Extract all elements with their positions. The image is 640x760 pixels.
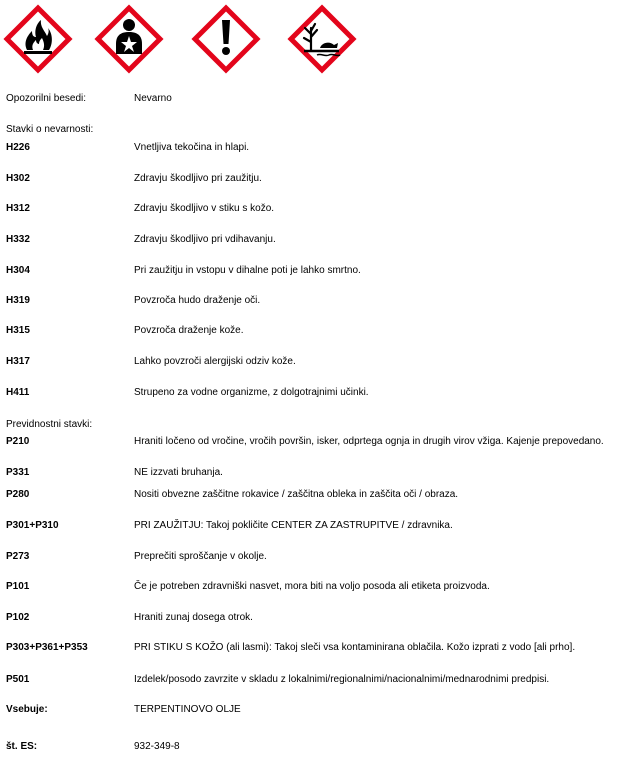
hazard-statement-code: H315 <box>6 325 30 336</box>
precautionary-statement-code: P303+P361+P353 <box>6 642 88 653</box>
precautionary-statement-row <box>0 672 640 688</box>
hazard-statement-text: Vnetljiva tekočina in hlapi. <box>134 142 250 153</box>
precautionary-statement-row <box>0 610 640 626</box>
contains-label: Vsebuje: <box>6 704 48 715</box>
hazard-statement-text: Povzroča draženje kože. <box>134 325 244 336</box>
signal-word-label: Opozorilni besedi: <box>6 93 87 104</box>
precautionary-statement-text: Nositi obvezne zaščitne rokavice / zaščitna obleka in zaščita oči / obraza. <box>134 489 459 500</box>
hazard-statement-row <box>0 323 640 339</box>
ec-number-row <box>0 739 640 755</box>
precautionary-statement-text: PRI ZAUŽITJU: Takoj pokličite CENTER ZA ZASTRUPITVE / zdravnika. <box>134 520 453 531</box>
signal-word-value: Nevarno <box>134 93 172 104</box>
hazard-statement-code: H226 <box>6 142 30 153</box>
precautionary-statement-text: Izdelek/posodo zavrzite v skladu z lokalnimi/regionalnimi/nacionalnimi/mednarodnimi predpisi. <box>134 674 550 685</box>
hazard-statement-code: H312 <box>6 203 30 214</box>
signal-word-row <box>0 91 640 107</box>
hazard-statement-row <box>0 385 640 401</box>
health-hazard-icon <box>94 4 164 74</box>
precautionary-statement-code: P210 <box>6 436 30 447</box>
hazard-statement-text: Zdravju škodljivo pri vdihavanju. <box>134 234 276 245</box>
precautionary-statements-heading: Previdnostni stavki: <box>6 419 93 430</box>
hazard-statement-row <box>0 263 640 279</box>
exclamation-icon <box>191 4 261 74</box>
environment-icon <box>287 4 357 74</box>
hazard-statement-code: H302 <box>6 173 30 184</box>
precautionary-statement-code: P101 <box>6 581 30 592</box>
pictogram-row <box>0 0 640 76</box>
hazard-statement-text: Zdravju škodljivo v stiku s kožo. <box>134 203 275 214</box>
precautionary-statement-code: P102 <box>6 612 30 623</box>
hazard-statement-code: H332 <box>6 234 30 245</box>
ec-number-label: št. ES: <box>6 741 38 752</box>
hazard-statement-code: H317 <box>6 356 30 367</box>
hazard-statement-row <box>0 354 640 370</box>
precautionary-statement-row <box>0 518 640 534</box>
hazard-statement-row <box>0 201 640 217</box>
hazard-statement-row <box>0 293 640 309</box>
health-hazard-pictogram <box>94 4 164 74</box>
ec-number-value: 932-349-8 <box>134 741 180 752</box>
precautionary-statement-row <box>0 549 640 565</box>
hazard-statement-text: Zdravju škodljivo pri zaužitju. <box>134 173 262 184</box>
hazard-statement-code: H411 <box>6 387 30 398</box>
precautionary-statement-text: NE izzvati bruhanja. <box>134 467 223 478</box>
hazard-statement-text: Strupeno za vodne organizme, z dolgotrajnimi učinki. <box>134 387 369 398</box>
precautionary-statement-text: Preprečiti sproščanje v okolje. <box>134 551 267 562</box>
precautionary-statement-text: Hraniti ločeno od vročine, vročih površin, isker, odprtega ognja in drugih virov vžiga. Kajenje prepovedano. <box>134 436 604 447</box>
precautionary-statement-text: Če je potreben zdravniški nasvet, mora biti na voljo posoda ali etiketa proizvoda. <box>134 581 490 592</box>
precautionary-statement-text: PRI STIKU S KOŽO (ali lasmi): Takoj sleči vsa kontaminirana oblačila. Kožo izprati z vodo [ali prho]. <box>134 642 576 653</box>
precautionary-statement-row <box>0 579 640 595</box>
precautionary-statement-row <box>0 640 640 656</box>
contains-row <box>0 702 640 718</box>
precautionary-statement-code: P331 <box>6 467 30 478</box>
hazard-statement-row <box>0 171 640 187</box>
hazard-statement-text: Lahko povzroči alergijski odziv kože. <box>134 356 296 367</box>
hazard-statement-code: H319 <box>6 295 30 306</box>
flame-pictogram <box>3 4 73 74</box>
precautionary-statement-row <box>0 465 640 481</box>
contains-value: TERPENTINOVO OLJE <box>134 704 241 715</box>
precautionary-statement-row <box>0 434 640 450</box>
precautionary-statement-code: P273 <box>6 551 30 562</box>
flame-icon <box>3 4 73 74</box>
precautionary-statement-code: P301+P310 <box>6 520 59 531</box>
hazard-statement-row <box>0 232 640 248</box>
precautionary-statement-row <box>0 487 640 503</box>
precautionary-statement-code: P501 <box>6 674 30 685</box>
hazard-statement-row <box>0 140 640 156</box>
hazard-statement-text: Povzroča hudo draženje oči. <box>134 295 261 306</box>
hazard-statement-code: H304 <box>6 265 30 276</box>
hazard-statement-text: Pri zaužitju in vstopu v dihalne poti je lahko smrtno. <box>134 265 361 276</box>
environment-pictogram <box>287 4 357 74</box>
precautionary-statement-code: P280 <box>6 489 30 500</box>
hazard-statements-heading: Stavki o nevarnosti: <box>6 124 94 135</box>
precautionary-statement-text: Hraniti zunaj dosega otrok. <box>134 612 253 623</box>
exclamation-pictogram <box>191 4 261 74</box>
